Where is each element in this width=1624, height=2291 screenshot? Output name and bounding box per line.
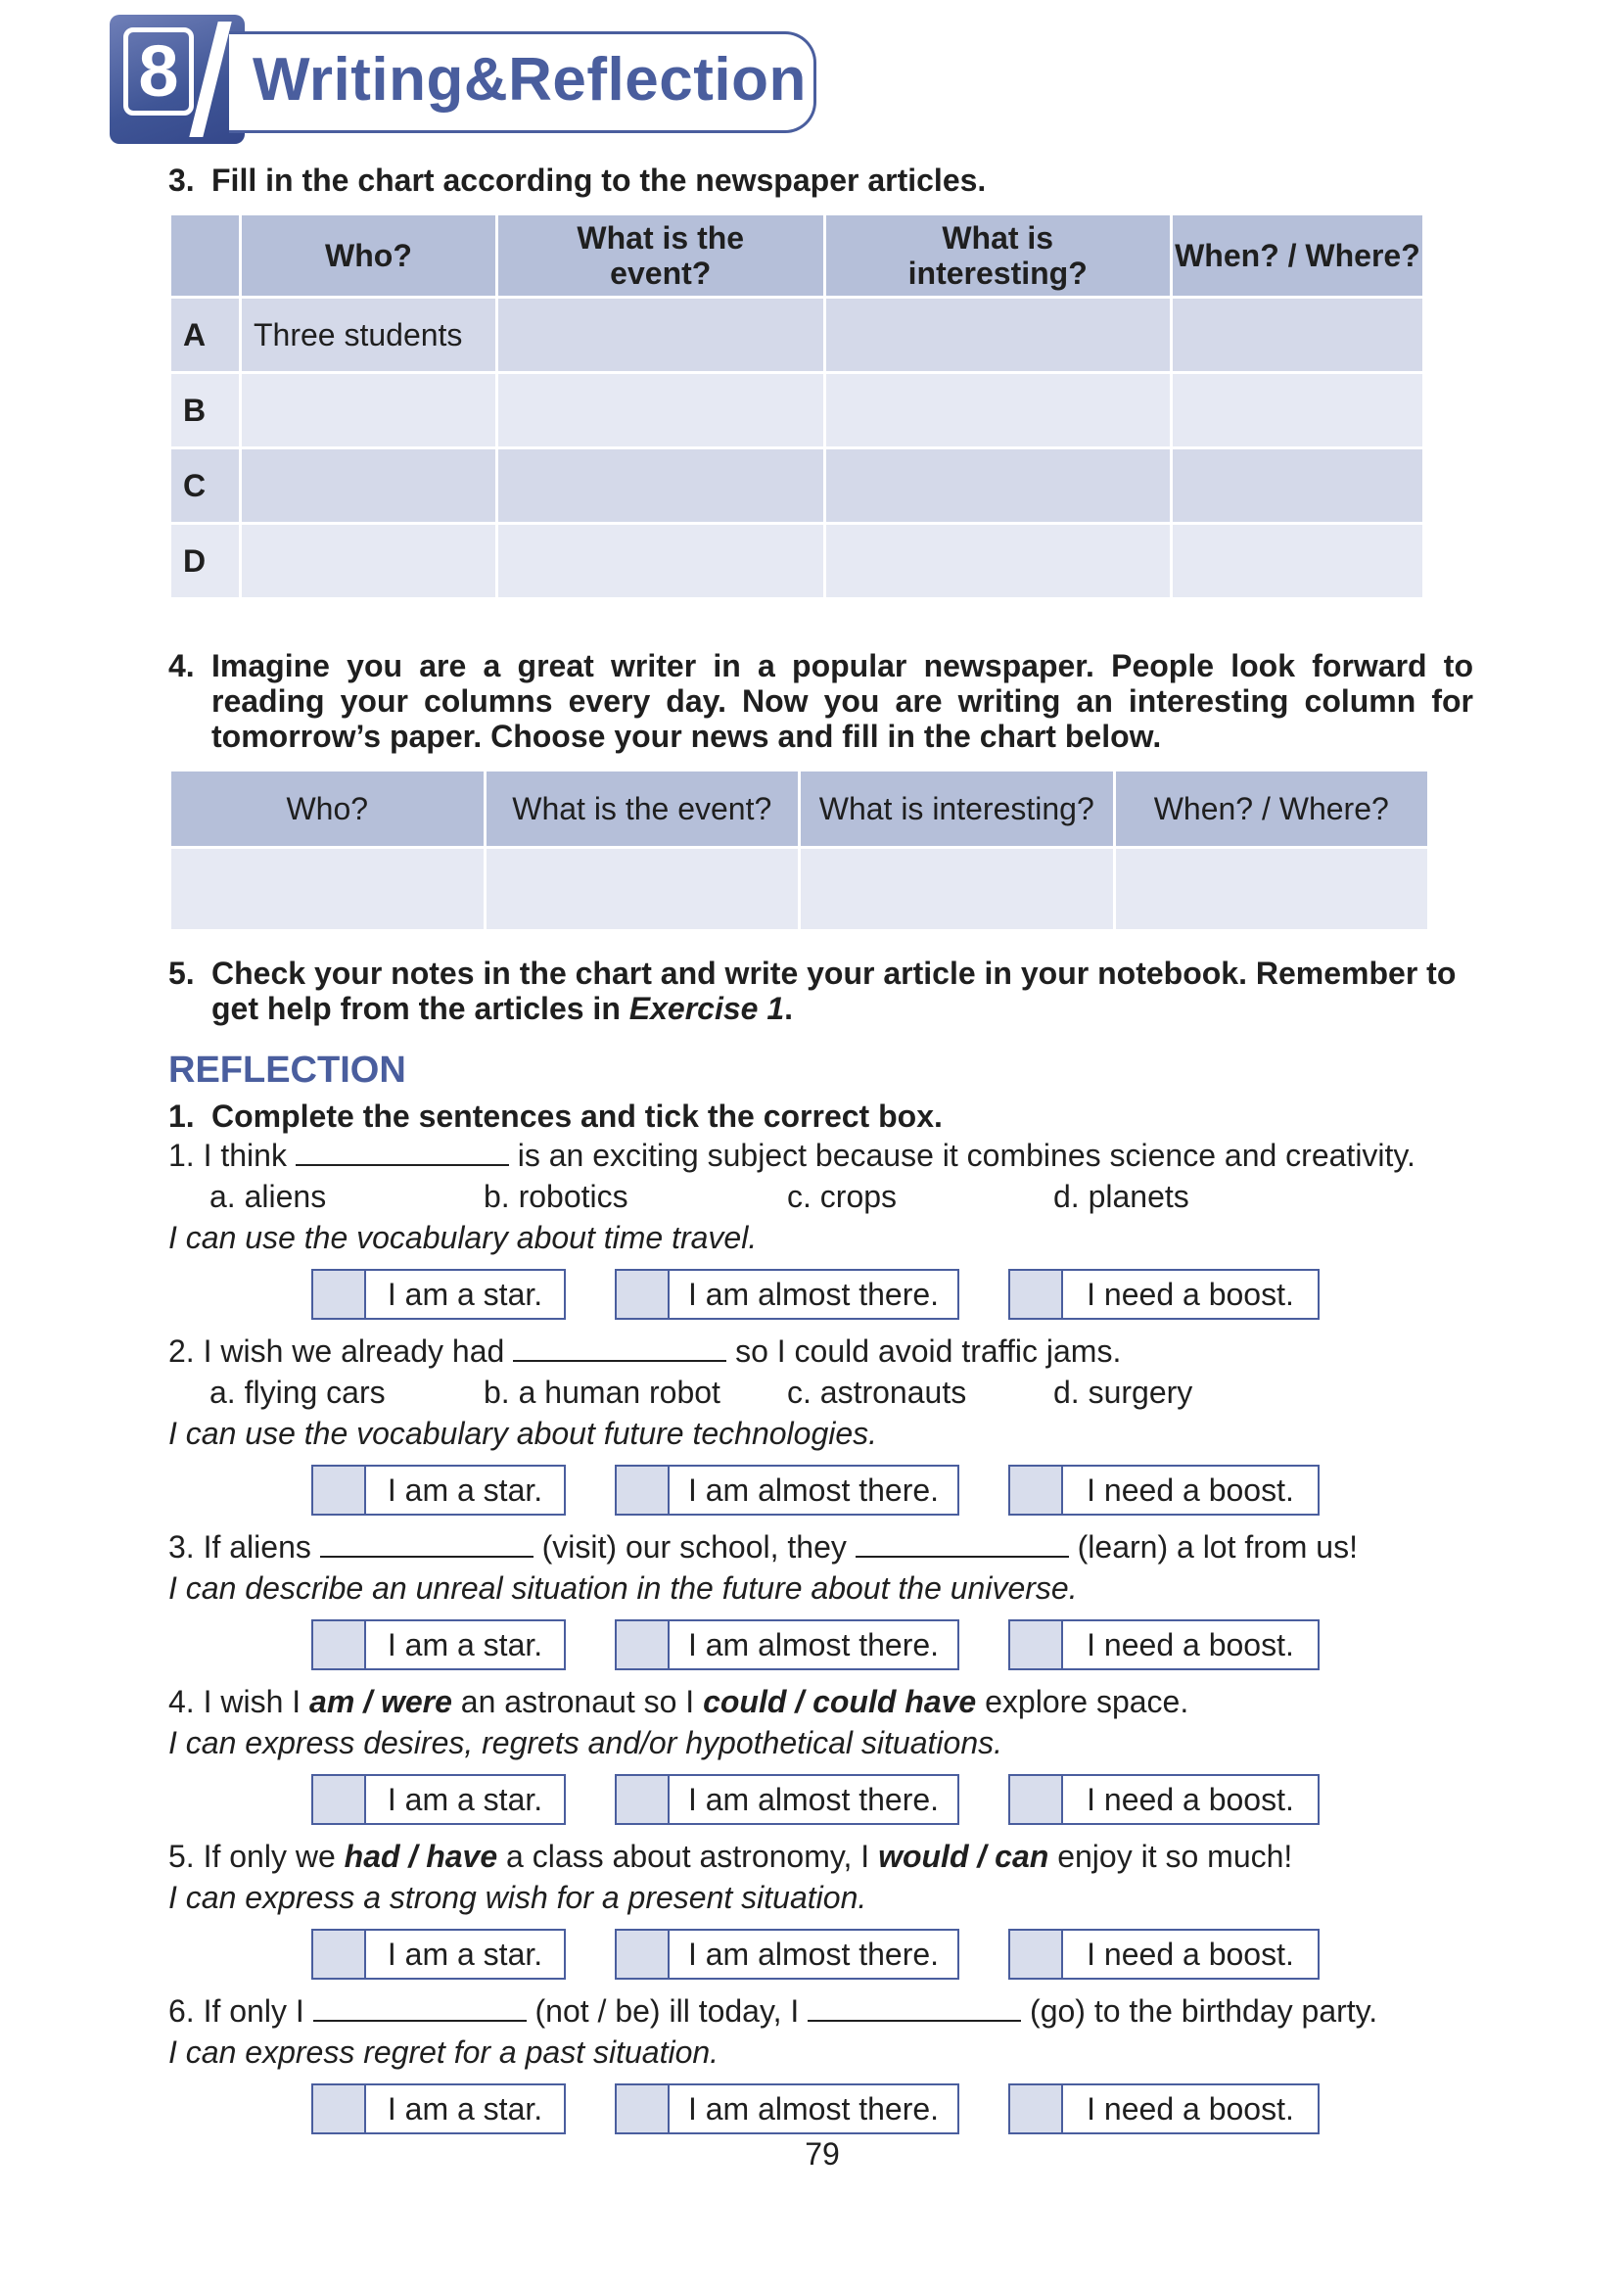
tick-label: I need a boost.: [1087, 1781, 1294, 1817]
cell-event[interactable]: [496, 448, 824, 524]
tick-box-almost[interactable]: [615, 1269, 959, 1320]
reflection-item-3: [168, 1527, 1358, 1566]
tick-box-boost[interactable]: [1008, 1929, 1320, 1980]
chart1-header-when-where: When? / Where?: [1171, 214, 1423, 298]
chart2-header-interesting: What is interesting?: [800, 771, 1115, 848]
tick-box-star[interactable]: [311, 1269, 566, 1320]
row-label: A: [170, 298, 241, 373]
row-label: C: [170, 448, 241, 524]
item-text-3: explore space.: [985, 1684, 1189, 1719]
cell-when-where[interactable]: [1171, 448, 1423, 524]
answer-blank[interactable]: [513, 1333, 726, 1362]
tick-label: I need a boost.: [1087, 1472, 1294, 1508]
checkbox[interactable]: [617, 1467, 670, 1514]
reflection-task-text: Complete the sentences and tick the correct box.: [211, 1099, 943, 1134]
checkbox[interactable]: [617, 1931, 670, 1978]
item-text-pre: I think: [203, 1138, 287, 1173]
choice-1[interactable]: am / were: [309, 1684, 452, 1719]
tick-label: I need a boost.: [1087, 1626, 1294, 1662]
tick-label: I am a star.: [387, 1472, 543, 1508]
table-row: [170, 373, 1424, 448]
tick-label: I am a star.: [387, 2090, 543, 2127]
choice-1[interactable]: had / have: [344, 1839, 498, 1874]
item-text-3: enjoy it so much!: [1057, 1839, 1293, 1874]
exercise-5-number: 5.: [168, 956, 195, 991]
reflection-item-6: [168, 1991, 1377, 2031]
item-text-mid: (visit) our school, they: [541, 1529, 847, 1565]
checkbox[interactable]: [1010, 2085, 1063, 2132]
answer-blank[interactable]: [296, 1137, 509, 1166]
tick-box-almost[interactable]: [615, 1465, 959, 1516]
reflection-title: REFLECTION: [168, 1050, 406, 1091]
tick-box-star[interactable]: [311, 1774, 566, 1825]
exercise-5-instruction: [168, 956, 1473, 1034]
exercise-4-instruction: [168, 648, 1473, 756]
cell-event[interactable]: [496, 373, 824, 448]
exercise-4-chart: [168, 769, 1430, 932]
reflection-item-4: [168, 1682, 1188, 1721]
tick-label: I am a star.: [387, 1936, 543, 1972]
table-row: [170, 848, 1429, 931]
item-text-mid: (not / be) ill today, I: [534, 1993, 800, 2029]
can-do-statement: I can express a strong wish for a present situation.: [168, 1880, 867, 1915]
tick-box-almost[interactable]: [615, 1619, 959, 1670]
tick-label: I am a star.: [387, 1781, 543, 1817]
item-text-post: so I could avoid traffic jams.: [735, 1333, 1122, 1369]
checkbox[interactable]: [1010, 1271, 1063, 1318]
checkbox[interactable]: [313, 1467, 366, 1514]
item-text-post: (go) to the birthday party.: [1030, 1993, 1378, 2029]
item-text-pre: I wish we already had: [203, 1333, 505, 1369]
reflection-item-5: [168, 1837, 1292, 1876]
checkbox[interactable]: [1010, 1467, 1063, 1514]
tick-label: I am a star.: [387, 1276, 543, 1312]
exercise-5-text: [211, 956, 1473, 1026]
checkbox[interactable]: [313, 1931, 366, 1978]
item-text-pre: If aliens: [203, 1529, 311, 1565]
page-number: 79: [805, 2136, 840, 2172]
checkbox[interactable]: [617, 1776, 670, 1823]
tick-box-almost[interactable]: [615, 1929, 959, 1980]
item-number: 5.: [168, 1839, 195, 1874]
item-text-1: I wish I: [203, 1684, 302, 1719]
can-do-statement: I can express regret for a past situation.: [168, 2034, 719, 2070]
cell-who[interactable]: [240, 524, 496, 599]
checkbox[interactable]: [617, 1621, 670, 1668]
chart1-header-blank: [170, 214, 241, 298]
tick-label: I am almost there.: [687, 1781, 940, 1817]
checkbox[interactable]: [313, 2085, 366, 2132]
tick-box-star[interactable]: [311, 1929, 566, 1980]
option-d[interactable]: d. planets: [1053, 1179, 1189, 1214]
chart2-header-when-where: When? / Where?: [1114, 771, 1429, 848]
chart1-header-event: What is the event?: [496, 214, 824, 298]
checkbox[interactable]: [1010, 1776, 1063, 1823]
row-label: D: [170, 524, 241, 599]
cell-who[interactable]: [170, 848, 486, 931]
answer-blank[interactable]: [856, 1528, 1069, 1558]
cell-interesting[interactable]: [824, 524, 1171, 599]
unit-number: 8: [123, 27, 194, 116]
tick-label: I am almost there.: [687, 2090, 940, 2127]
can-do-statement: I can use the vocabulary about time travel.: [168, 1220, 758, 1255]
tick-label: I need a boost.: [1087, 1276, 1294, 1312]
checkbox[interactable]: [313, 1621, 366, 1668]
item-number: 4.: [168, 1684, 195, 1719]
cell-interesting[interactable]: [824, 373, 1171, 448]
option-d[interactable]: d. surgery: [1053, 1375, 1193, 1410]
row-label: B: [170, 373, 241, 448]
item-number: 3.: [168, 1529, 195, 1565]
cell-who[interactable]: Three students: [240, 298, 496, 373]
chart2-header-who: Who?: [170, 771, 486, 848]
exercise-3-number: 3.: [168, 163, 195, 198]
reflection-task: [168, 1099, 1441, 1138]
checkbox[interactable]: [617, 1271, 670, 1318]
exercise-3-instruction: [168, 163, 1441, 202]
checkbox[interactable]: [617, 2085, 670, 2132]
item-number: 2.: [168, 1333, 195, 1369]
tick-label: I am almost there.: [687, 1626, 940, 1662]
tick-label: I am almost there.: [687, 1276, 940, 1312]
tick-label: I am a star.: [387, 1626, 543, 1662]
cell-when-where[interactable]: [1171, 373, 1423, 448]
cell-when-where[interactable]: [1171, 524, 1423, 599]
tick-label: I am almost there.: [687, 1472, 940, 1508]
item-text-post: is an exciting subject because it combines science and creativity.: [517, 1138, 1415, 1173]
item-number: 1.: [168, 1138, 195, 1173]
item-text-1: If only we: [203, 1839, 336, 1874]
table-row: [170, 298, 1424, 373]
table-row: [170, 524, 1424, 599]
checkbox[interactable]: [1010, 1931, 1063, 1978]
exercise-5-ref: Exercise 1: [628, 991, 785, 1026]
option-b[interactable]: b. robotics: [484, 1179, 628, 1214]
cell-interesting[interactable]: [800, 848, 1115, 931]
cell-interesting[interactable]: [824, 448, 1171, 524]
item-text-pre: If only I: [203, 1993, 304, 2029]
answer-blank[interactable]: [313, 1992, 527, 2022]
item-text-2: an astronaut so I: [460, 1684, 695, 1719]
exercise-5-end: .: [784, 991, 793, 1026]
reflection-task-number: 1.: [168, 1099, 195, 1134]
option-b[interactable]: b. a human robot: [484, 1375, 720, 1410]
cell-when-where[interactable]: [1171, 298, 1423, 373]
tick-box-boost[interactable]: [1008, 1269, 1320, 1320]
cell-interesting[interactable]: [824, 298, 1171, 373]
item-text-2: a class about astronomy, I: [506, 1839, 870, 1874]
cell-event[interactable]: [496, 298, 824, 373]
cell-event[interactable]: [496, 524, 824, 599]
can-do-statement: I can express desires, regrets and/or hypothetical situations.: [168, 1725, 1002, 1760]
tick-box-star[interactable]: [311, 1619, 566, 1670]
exercise-3-text: Fill in the chart according to the newspaper articles.: [211, 163, 987, 198]
chart1-header-who: Who?: [240, 214, 496, 298]
checkbox[interactable]: [313, 1776, 366, 1823]
option-c[interactable]: c. astronauts: [787, 1375, 967, 1410]
exercise-4-number: 4.: [168, 648, 195, 683]
cell-event[interactable]: [485, 848, 800, 931]
item-number: 6.: [168, 1993, 195, 2029]
tick-box-star[interactable]: [311, 1465, 566, 1516]
chart1-header-interesting: What is interesting?: [824, 214, 1171, 298]
cell-who[interactable]: [240, 373, 496, 448]
cell-who[interactable]: [240, 448, 496, 524]
option-a[interactable]: a. flying cars: [209, 1375, 386, 1410]
tick-box-boost[interactable]: [1008, 1619, 1320, 1670]
page-title: Writing&Reflection: [253, 46, 807, 114]
reflection-item-1: [168, 1136, 1415, 1175]
tick-box-almost[interactable]: [615, 2083, 959, 2134]
tick-box-star[interactable]: [311, 2083, 566, 2134]
item-text-post: (learn) a lot from us!: [1077, 1529, 1358, 1565]
tick-label: I am almost there.: [687, 1936, 940, 1972]
option-a[interactable]: a. aliens: [209, 1179, 327, 1214]
tick-box-boost[interactable]: [1008, 1774, 1320, 1825]
reflection-item-2: [168, 1332, 1121, 1371]
checkbox[interactable]: [1010, 1621, 1063, 1668]
tick-label: I need a boost.: [1087, 1936, 1294, 1972]
choice-2[interactable]: could / could have: [703, 1684, 977, 1719]
chart2-header-event: What is the event?: [485, 771, 800, 848]
tick-box-boost[interactable]: [1008, 2083, 1320, 2134]
exercise-4-text: Imagine you are a great writer in a popular newspaper. People look forward to reading your columns every day. Now you are writing an interesting column for tomorrow’s paper. Choose your news and fill in the chart below.: [211, 648, 1473, 754]
answer-blank[interactable]: [320, 1528, 534, 1558]
tick-box-almost[interactable]: [615, 1774, 959, 1825]
exercise-3-chart: [168, 212, 1425, 600]
option-c[interactable]: c. crops: [787, 1179, 898, 1214]
can-do-statement: I can describe an unreal situation in the future about the universe.: [168, 1570, 1078, 1606]
table-row: [170, 448, 1424, 524]
answer-blank[interactable]: [808, 1992, 1021, 2022]
can-do-statement: I can use the vocabulary about future technologies.: [168, 1416, 878, 1451]
exercise-5-main: Check your notes in the chart and write your article in your notebook. Remember to get help from the articles in: [211, 956, 1457, 1026]
choice-2[interactable]: would / can: [878, 1839, 1049, 1874]
tick-box-boost[interactable]: [1008, 1465, 1320, 1516]
checkbox[interactable]: [313, 1271, 366, 1318]
tick-label: I need a boost.: [1087, 2090, 1294, 2127]
cell-when-where[interactable]: [1114, 848, 1429, 931]
